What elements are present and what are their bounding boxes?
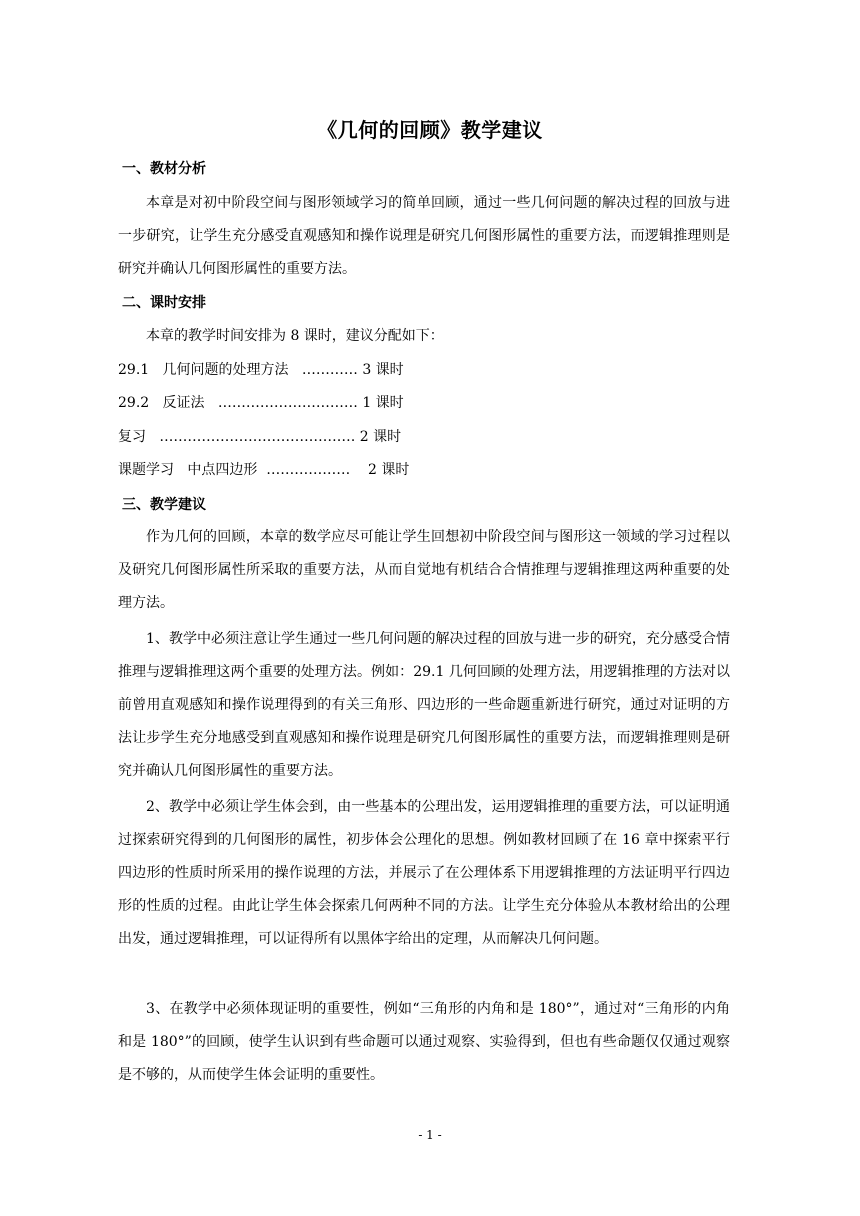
schedule-item: 复习 …………………………………… 2 课时 [118,429,402,445]
paragraph-teaching-intro: 作为几何的回顾，本章的数学应尽可能让学生回想初中阶段空间与图形这一领域的学习过程以及研究几何图形属性所采取的重要方法，从而自觉地有机结合合情推理与逻辑推理这两种重要的处理方法。 [118,529,730,611]
paragraph-schedule-intro: 本章的教学时间安排为 8 课时，建议分配如下： [146,328,444,344]
paragraph-advice-1: 1、教学中必须注意让学生通过一些几何问题的解决过程的回放与进一步的研究，充分感受合情推理与逻辑推理这两个重要的处理方法。例如：29.1 几何回顾的处理方法，用逻辑推理的方法对以前曾用直观感知和操作说理得到的有关三角形、四边形的一些命题重新进行研究，通过对证明的方法让步学生充分地感受到直观感知和操作说理是研究几何图形属性的重要方法，而逻辑推理则是研究并确认几何图形属性的重要方法。 [118,631,730,779]
section-heading-teaching-advice: 三、教学建议 [122,497,206,513]
paragraph-advice-3: 3、在教学中必须体现证明的重要性，例如“三角形的内角和是 180°”，通过对“三角形的内角和是 180°”的回顾，使学生认识到有些命题可以通过观察、实验得到，但也有些命题仅仅通过观察是不够的，从而使学生体会证明的重要性。 [118,1001,730,1083]
section-heading-textbook-analysis: 一、教材分析 [122,161,206,177]
document-title: 《几何的回顾》教学建议 [317,118,543,142]
schedule-item: 29.1 几何问题的处理方法 ………… 3 课时 [118,362,404,378]
section-heading-schedule: 二、课时安排 [122,295,206,311]
schedule-item: 29.2 反证法 ………………………… 1 课时 [118,395,404,411]
page-number: - 1 - [418,1128,442,1142]
schedule-item: 课题学习 中点四边形 ……………… 2 课时 [118,462,410,478]
paragraph-advice-2: 2、教学中必须让学生体会到，由一些基本的公理出发，运用逻辑推理的重要方法，可以证明通过探索研究得到的几何图形的属性，初步体会公理化的思想。例如教材回顾了在 16 章中探索平行四边形的性质时所采用的操作说理的方法，并展示了在公理体系下用逻辑推理的方法证明平行四边形的性质的过程。由此让学生体会探索几何两种不同的方法。让学生充分体验从本教材给出的公理出发，通过逻辑推理，可以证得所有以黑体字给出的定理，从而解决几何问题。 [118,799,730,947]
paragraph-textbook-analysis: 本章是对初中阶段空间与图形领域学习的简单回顾，通过一些几何问题的解决过程的回放与进一步研究，让学生充分感受直观感知和操作说理是研究几何图形属性的重要方法，而逻辑推理则是研究并确认几何图形属性的重要方法。 [118,195,730,277]
